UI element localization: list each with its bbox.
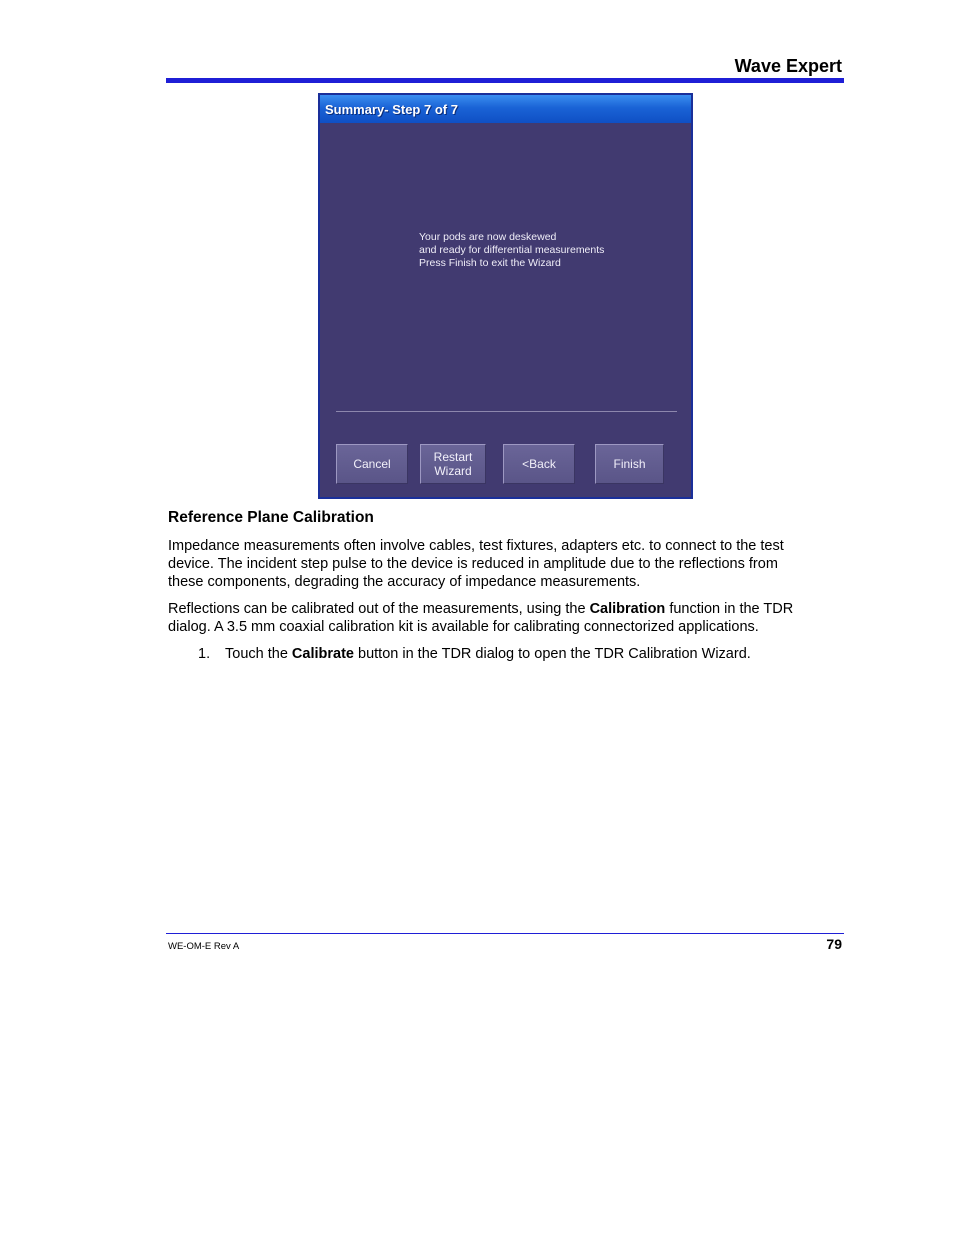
back-button[interactable]: <Back <box>503 444 575 484</box>
document-header-title: Wave Expert <box>734 56 842 76</box>
section-heading: Reference Plane Calibration <box>168 509 374 526</box>
text-span: function in the TDR <box>665 601 794 617</box>
paragraph-impedance <box>168 537 858 591</box>
dialog-title: Summary- Step 7 of 7 <box>320 95 691 123</box>
bold-term-calibrate: Calibrate <box>291 646 354 662</box>
dialog-divider <box>336 411 677 412</box>
summary-wizard-dialog <box>318 93 693 499</box>
page-number: 79 <box>826 936 842 952</box>
wizard-message <box>419 231 679 270</box>
finish-button[interactable]: Finish <box>595 444 664 484</box>
bold-term-calibration: Calibration <box>589 601 666 617</box>
restart-wizard-button[interactable]: Restart Wizard <box>420 444 486 484</box>
paragraph-line: Impedance measurements often involve cables, test fixtures, adapters etc. to connect to the test <box>168 538 784 554</box>
paragraph-line: these components, degrading the accuracy of impedance measurements. <box>168 574 641 590</box>
paragraph-reflections <box>168 600 858 636</box>
wizard-message-line: Your pods are now deskewed <box>419 231 557 243</box>
paragraph-line <box>168 600 858 618</box>
text-span: button in the TDR dialog to open the TDR Calibration Wizard. <box>353 646 751 662</box>
paragraph-line: device. The incident step pulse to the device is reduced in amplitude due to the reflections from <box>168 556 778 572</box>
step-number: 1. <box>198 646 211 662</box>
wizard-message-line: and ready for differential measurements <box>419 244 605 256</box>
cancel-button[interactable]: Cancel <box>336 444 408 484</box>
text-span: Touch the <box>225 646 292 662</box>
wizard-message-line: Press Finish to exit the Wizard <box>419 257 561 269</box>
footer-rule <box>166 933 844 934</box>
footer-doc-id: WE-OM-E Rev A <box>168 941 240 952</box>
paragraph-line: dialog. A 3.5 mm coaxial calibration kit is available for calibrating connectorized applications. <box>168 619 759 635</box>
text-span: Reflections can be calibrated out of the measurements, using the <box>168 601 590 617</box>
step-item-1 <box>198 645 751 663</box>
header-rule <box>166 78 844 83</box>
